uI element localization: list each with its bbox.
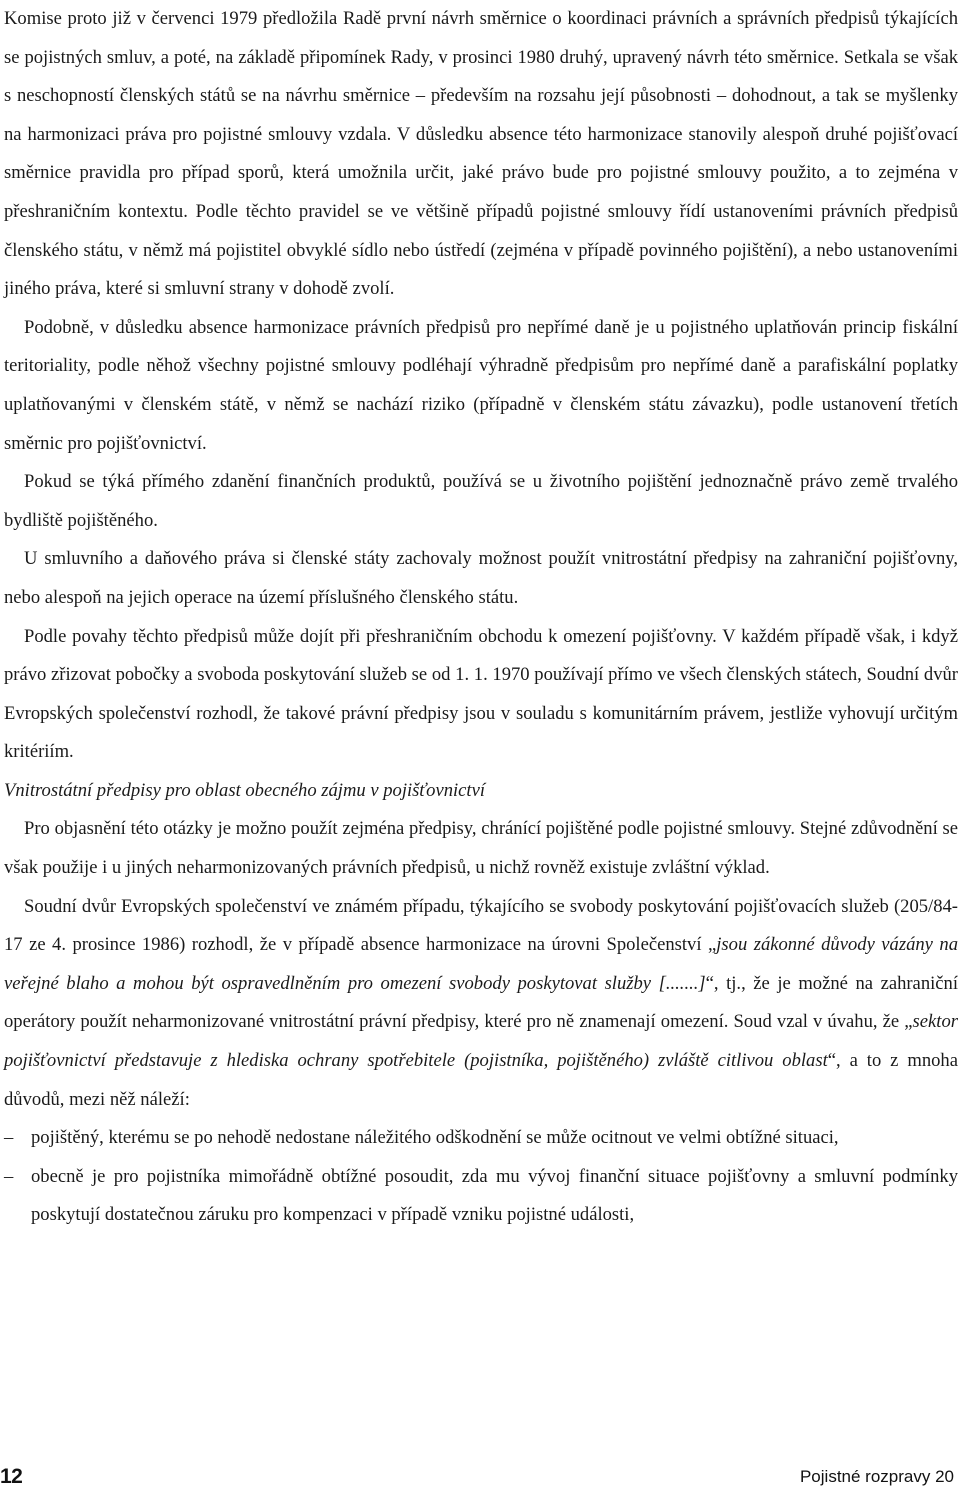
paragraph-7-text-a: Soudní dvůr Evropských společenství ve známém případu, týkajícího se svobody poskytování pojišťovacích služeb (205/84-17 ze 4. prosince 1986) rozhodl, že v případě absence harmonizace na úrovni Společenství „ xyxy=(4,895,958,956)
list-item-text: pojištěný, kterému se po nehodě nedostane náležitého odškodnění se může ocitnout ve velmi obtížné situaci, xyxy=(31,1127,839,1149)
paragraph-3: Pokud se týká přímého zdanění finančních produktů, používá se u životního pojištění jednoznačně právo země trvalého bydliště pojištěného. xyxy=(4,471,958,531)
section-heading: Vnitrostátní předpisy pro oblast obecného zájmu v pojišťovnictví xyxy=(4,779,486,801)
paragraph-7-text-b: “, tj., že je možné na zahraniční operátory použít neharmonizované vnitrostátní právní předpisy, které pro ně znamenají omezení. Soud vzal v úvahu, že „ xyxy=(4,972,958,1033)
journal-name: Pojistné rozpravy 20 xyxy=(799,1467,954,1486)
paragraph-6: Pro objasnění této otázky je možno použít zejména předpisy, chránící pojištěné podle pojistné smlouvy. Stejné zdůvodnění se však použije i u jiných neharmonizovaných právních předpisů, u nichž rovněž existuje zvláštní výklad. xyxy=(4,818,958,879)
quote-2: sektor pojišťovnictví představuje z hlediska ochrany spotřebitele (pojistníka, pojištěného) zvláště citlivou oblast xyxy=(4,1011,958,1072)
quote-1: jsou zákonné důvody vázány na veřejné blaho a mohou být ospravedlněním pro omezení svobody poskytovat služby [.......] xyxy=(4,934,958,994)
list-item-text: obecně je pro pojistníka mimořádně obtížné posoudit, zda mu vývoj finanční situace pojišťovny a smluvní podmínky poskytují dostatečnou záruku pro kompenzaci v případě vzniku pojistné události, xyxy=(31,1165,958,1226)
list-item xyxy=(4,1119,958,1158)
list-dash: – xyxy=(4,1165,14,1187)
document-body xyxy=(4,0,958,1235)
paragraph-7-text-c: “, a to z mnoha důvodů, mezi něž náleží: xyxy=(4,1050,958,1110)
list-dash: – xyxy=(4,1127,14,1149)
paragraph-1: Komise proto již v červenci 1979 předložila Radě první návrh směrnice o koordinaci právních a správních předpisů týkajících se pojistných smluv, a poté, na základě připomínek Rady, v prosinci 1980 druhý, upravený návrh této směrnice. Setkala se však s neschopností členských států se na návrhu směrnice – především na rozsahu její působnosti – dohodnout, a tak se myšlenky na harmonizaci práva pro pojistné smlouvy vzdala. V důsledku absence této harmonizace stanovily alespoň druhé pojišťovací směrnice pravidla pro případ sporů, která umožnila určit, jaké právo bude pro pojistné smlouvy použito, a to zejména v přeshraničním kontextu. Podle těchto pravidel se ve většině případů pojistné smlouvy řídí ustanoveními právních předpisů členského státu, v němž má pojistitel obvyklé sídlo nebo ústředí (zejména v případě povinného pojištění), a nebo ustanoveními jiného práva, které si smluvní strany v dohodě zvolí. xyxy=(4,8,958,300)
paragraph-7 xyxy=(4,888,958,1120)
list-item xyxy=(4,1158,958,1235)
page-number: 12 xyxy=(0,1465,23,1488)
page-footer xyxy=(0,1465,960,1493)
paragraph-4: U smluvního a daňového práva si členské státy zachovaly možnost použít vnitrostátní předpisy na zahraniční pojišťovny, nebo alespoň na jejich operace na území příslušného členského státu. xyxy=(4,548,958,608)
paragraph-5: Podle povahy těchto předpisů může dojít při přeshraničním obchodu k omezení pojišťovny. V každém případě však, i když právo zřizovat pobočky a svoboda poskytování služeb se od 1. 1. 1970 používají přímo ve všech členských státech, Soudní dvůr Evropských společenství rozhodl, že takové právní předpisy jsou v souladu s komunitárním právem, jestliže vyhovují určitým kritériím. xyxy=(4,625,958,763)
paragraph-2: Podobně, v důsledku absence harmonizace právních předpisů pro nepřímé daně je u pojistného uplatňován princip fiskální teritoriality, podle něhož všechny pojistné smlouvy podléhají výhradně předpisům pro nepřímé daně a parafiskální poplatky uplatňovanými v členském státě, v němž se nachází riziko (případně v členském státu závazku), podle ustanovení třetích směrnic pro pojišťovnictví. xyxy=(4,316,958,454)
